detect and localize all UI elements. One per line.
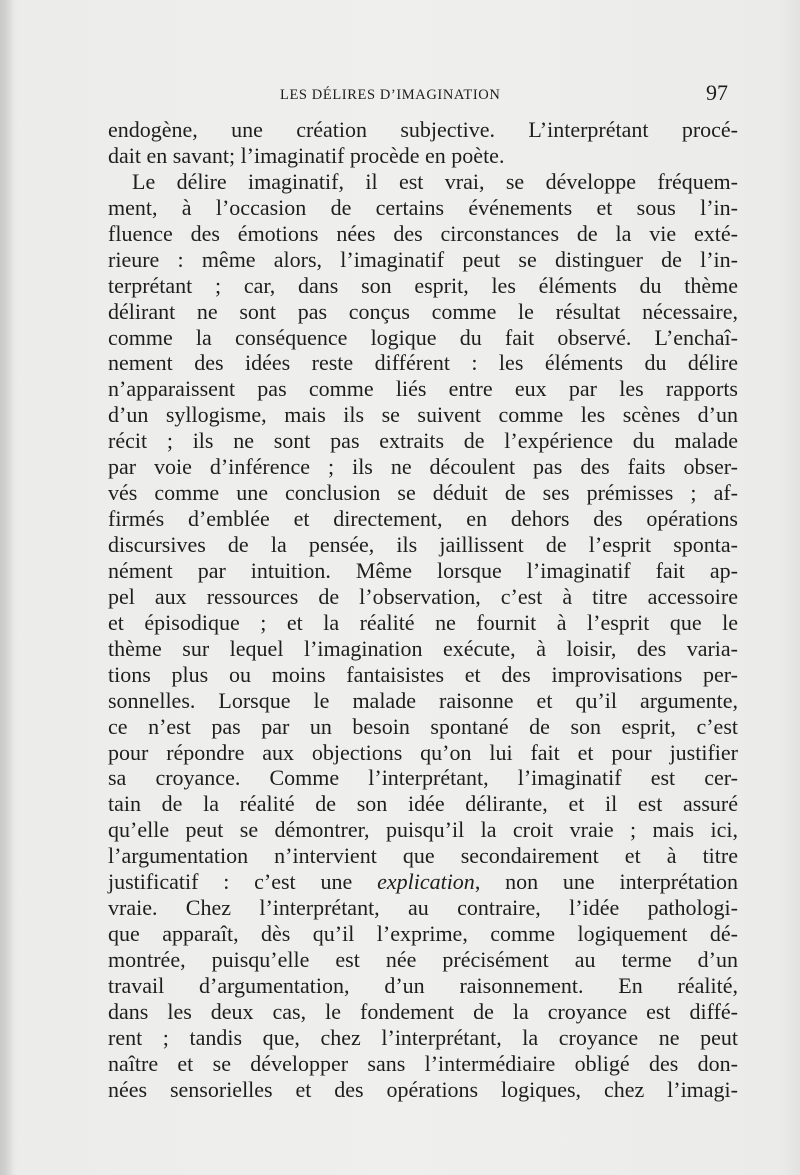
text-segment: justificatif : c’est une [108,869,353,895]
text-line: vraie. Chez l’interprétant, au contraire, l’idée pathologi- [108,895,738,921]
italic-term: explication [377,869,475,895]
text-line: fluence des émotions nées des circonstances de la vie exté- [108,220,738,246]
text-line: sonnelles. Lorsque le malade raisonne et qu’il argumente, [108,687,738,713]
body-text [108,117,738,1103]
running-header [108,80,738,108]
text-line: nement des idées reste différent : les éléments du délire [108,350,738,376]
text-line: tions plus ou moins fantaisistes et des improvisations per- [108,661,738,687]
running-title: LES DÉLIRES D’IMAGINATION [280,87,501,103]
text-line: thème sur lequel l’imagination exécute, à loisir, des varia- [108,635,738,661]
text-line: discursives de la pensée, ils jaillissent de l’esprit sponta- [108,532,738,557]
text-line: ce n’est pas par un besoin spontané de son esprit, c’est [108,713,738,739]
text-line: rieure : même alors, l’imaginatif peut se distinguer de l’in- [108,246,738,272]
text-line: montrée, puisqu’elle est née précisément au terme d’un [108,947,738,972]
text-line-with-italic [108,869,738,895]
text-line: tain de la réalité de son idée délirante, et il est assuré [108,791,738,817]
text-line: nément par intuition. Même lorsque l’imaginatif fait ap- [108,557,738,583]
text-line: terprétant ; car, dans son esprit, les éléments du thème [108,272,738,298]
text-line: l’argumentation n’intervient que secondairement et à titre [108,843,738,869]
text-line: dans les deux cas, le fondement de la croyance est diffé- [108,998,738,1024]
text-line: qu’elle peut se démontrer, puisqu’il la croit vraie ; mais ici, [108,817,738,843]
text-line: rent ; tandis que, chez l’interprétant, la croyance ne peut [108,1024,738,1050]
text-line: endogène, une création subjective. L’interprétant procé- [108,117,738,142]
text-line: par voie d’inférence ; ils ne découlent pas des faits obser- [108,454,738,480]
text-line: sa croyance. Comme l’interprétant, l’imaginatif est cer- [108,765,738,791]
text-line: n’apparaissent pas comme liés entre eux par les rapports [108,376,738,402]
text-segment: , non une interprétation [474,869,739,895]
page-binding-shadow [0,0,14,1175]
text-line: dait en savant; l’imaginatif procède en poète. [108,142,505,168]
text-line: nées sensorielles et des opérations logiques, chez l’imagi- [108,1076,738,1102]
page-number: 97 [706,80,728,105]
text-line: comme la conséquence logique du fait observé. L’enchaî- [108,324,738,350]
text-line: et épisodique ; et la réalité ne fournit à l’esprit que le [108,609,738,635]
text-line: travail d’argumentation, d’un raisonnement. En réalité, [108,972,738,998]
text-line: Le délire imaginatif, il est vrai, se développe fréquem- [132,168,738,194]
text-line: naître et se développer sans l’intermédiaire obligé des don- [108,1050,738,1076]
text-line: firmés d’emblée et directement, en dehors des opérations [108,506,738,532]
text-line: ment, à l’occasion de certains événements et sous l’in- [108,194,738,220]
text-line: pour répondre aux objections qu’on lui fait et pour justifier [108,739,738,765]
text-line: récit ; ils ne sont pas extraits de l’expérience du malade [108,428,738,454]
text-line: vés comme une conclusion se déduit de ses prémisses ; af- [108,480,738,506]
text-line: délirant ne sont pas conçus comme le résultat nécessaire, [108,298,738,324]
text-line: que apparaît, dès qu’il l’exprime, comme logiquement dé- [108,921,738,947]
text-line: d’un syllogisme, mais ils se suivent comme les scènes d’un [108,402,738,428]
text-line: pel aux ressources de l’observation, c’est à titre accessoire [108,583,738,609]
